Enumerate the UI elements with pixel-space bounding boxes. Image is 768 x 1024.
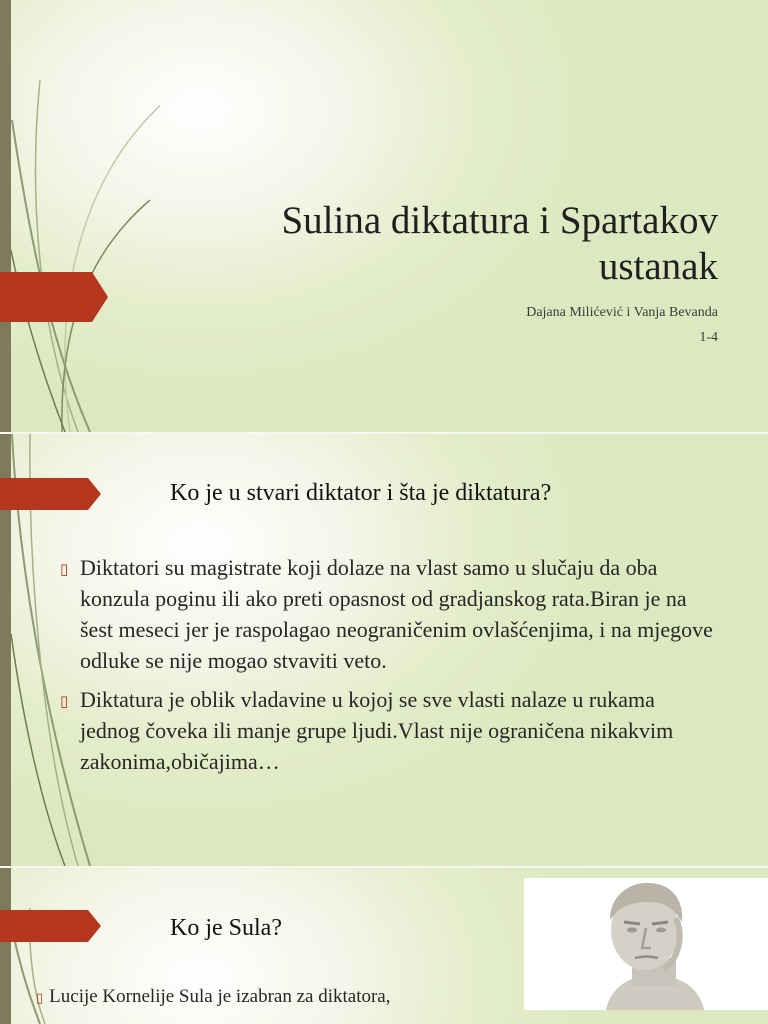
definition-slide (0, 434, 768, 866)
bullet-arrow-icon: ▯ (60, 692, 69, 710)
left-sidebar-bar (0, 868, 11, 1024)
bullet-arrow-icon: ▯ (60, 560, 69, 578)
slide-heading: Ko je Sula? (170, 915, 282, 941)
slide-title (118, 198, 718, 290)
accent-tab (0, 910, 104, 942)
slide-heading: Ko je u stvari diktator i šta je diktatura? (170, 480, 552, 506)
sula-slide (0, 868, 768, 1024)
title-line-2: ustanak (598, 245, 718, 288)
bullet-text: Lucije Kornelije Sula je izabran za diktatora, (49, 986, 391, 1007)
bullet-arrow-icon: ▯ (36, 991, 44, 1006)
left-sidebar-bar (0, 0, 11, 432)
grade: 1-4 (699, 330, 718, 345)
sulla-bust-photo (524, 878, 768, 1010)
bullet-text: Diktatori su magistrate koji dolaze na vlast samo u slučaju da oba konzula poginu ili ako preti opasnost od gradjanskog rata.Biran je na šest meseci jer je raspolagao neograničenim ovlašćenjima, i na mjegove odluke se nije mogao stvaviti veto. (80, 555, 713, 673)
accent-tab (0, 478, 104, 510)
authors: Dajana Milićević i Vanja Bevanda (526, 305, 718, 320)
list-item (36, 986, 390, 1008)
title-slide (0, 0, 768, 432)
list-item (60, 684, 720, 777)
accent-tab (0, 272, 110, 322)
bullet-text: Diktatura je oblik vladavine u kojoj se sve vlasti nalaze u rukama jednog čoveka ili manje grupe ljudi.Vlast nije ograničena nikakvim zakonima,običajima… (80, 687, 674, 774)
bullet-list (60, 552, 720, 785)
title-line-1: Sulina diktatura i Spartakov (281, 199, 718, 242)
list-item (60, 552, 720, 676)
